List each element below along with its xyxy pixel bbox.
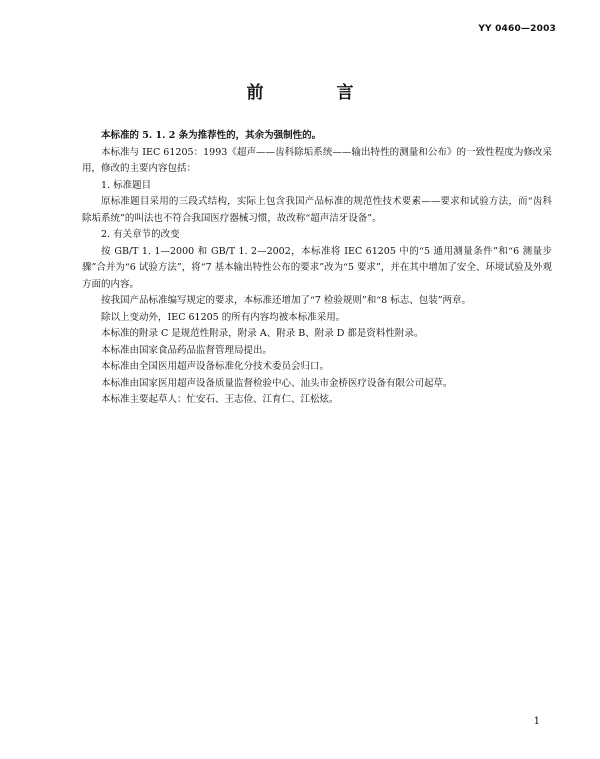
page-title: 前 言 xyxy=(246,83,382,103)
item-heading-title: 1. 标准题目 xyxy=(101,179,152,191)
paragraph-normative-note: 本标准的 5. 1. 2 条为推荐性的，其余为强制性的。 xyxy=(101,130,322,141)
paragraph-adoption: 除以上变动外，IEC 61205 的所有内容均被本标准采用。 xyxy=(101,311,346,323)
foreword-body xyxy=(82,128,552,409)
paragraph-committee: 本标准由全国医用超声设备标准化分技术委员会归口。 xyxy=(101,361,330,372)
page-number: 1 xyxy=(533,716,540,727)
item-heading-chapters: 2. 有关章节的改变 xyxy=(101,229,180,240)
paragraph-title-change: 原标准题目采用的三段式结构，实际上包含我国产品标准的规范性技术要素——要求和试验方法，而“齿科除垢系统”的叫法也不符合我国医疗器械习惯，故改称“超声洁牙设备”。 xyxy=(82,196,552,224)
paragraph-drafting-orgs: 本标准由国家医用超声设备质量监督检验中心、汕头市金桥医疗设备有限公司起草。 xyxy=(101,377,453,389)
paragraph-chapter-change: 按 GB/T 1. 1—2000 和 GB/T 1. 2—2002，本标准将 IEC 61205 中的“5 通用测量条件”和“6 测量步骤”合并为“6 试验方法”，将“7 基本输出特性公布的要求”改为“5 要求”，并在其中增加了安全、环境试验及外观方面的内容。 xyxy=(82,245,552,290)
paragraph-drafters: 本标准主要起草人：忙安石、王志俭、江育仁、江松炫。 xyxy=(101,394,339,405)
paragraph-consistency: 本标准与 IEC 61205：1993《超声——齿科除垢系统——输出特性的测量和公布》的一致性程度为修改采用，修改的主要内容包括： xyxy=(82,146,552,174)
paragraph-annexes: 本标准的附录 C 是规范性附录，附录 A、附录 B、附录 D 都是资料性附录。 xyxy=(101,328,424,339)
paragraph-proposer: 本标准由国家食品药品监督管理局提出。 xyxy=(101,344,273,356)
paragraph-added-chapters: 按我国产品标准编写规定的要求，本标准还增加了“7 检验规则”和“8 标志、包装”两章。 xyxy=(101,295,472,306)
standard-number: YY 0460—2003 xyxy=(478,24,556,34)
